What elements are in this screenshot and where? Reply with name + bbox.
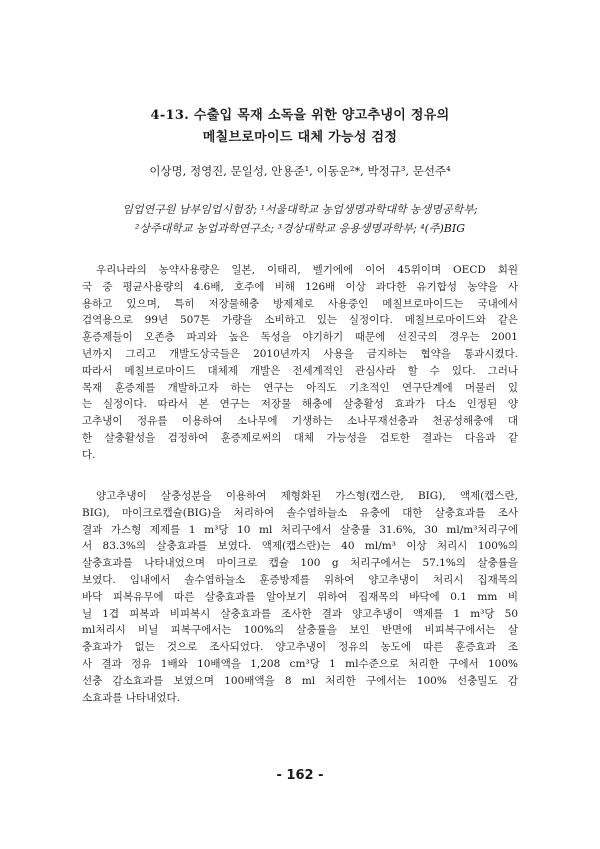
affiliation-line-1: 임업연구원 남부임업시험장; ¹서울대학교 농업생명과학대학 농생명공학부; (122, 203, 478, 216)
text-line: 다. (82, 448, 96, 461)
text-line: 닐 1겹 피복과 비피복시 살충효과를 조사한 결과 양고추냉이 액제를 1 m³당 50 (82, 607, 518, 620)
text-line: 목재 훈증제를 개발하고자 하는 연구는 아직도 기초적인 연구단계에 머물러 있 (82, 381, 518, 394)
text-line: 보였다. 임내에서 솔수염하늘소 훈증방제를 위하여 양고추냉이 처리시 집재목의 (82, 573, 518, 586)
text-line: 양고추냉이 살충성분을 이용하여 제형화된 가스형(캡스란, BIG), 액제(캡스란, (96, 490, 518, 502)
text-line: ml처리시 비닐 피복구에서는 100%의 살충률을 보인 반면에 비피복구에서는 살 (82, 624, 518, 637)
text-line: 서 83.3%의 살충효과를 보였다. 액제(캡스란)는 40 ml/m³ 이상 처리시 100%의 (82, 540, 518, 553)
author-list: 이상명, 정영진, 문일성, 안용준¹, 이동운²*, 박정규³, 문선주⁴ (149, 164, 451, 178)
body-paragraph-2 (82, 488, 518, 706)
text-line: 는 실정이다. 따라서 본 연구는 저장물 해충에 살충활성 효과가 다소 인정된 양 (82, 398, 518, 411)
text-line: 소효과를 나타내었다. (82, 691, 180, 704)
text-line: 사 결과 정유 1배와 10배액을 1,208 cm³당 1 ml수준으로 처리한 구에서 100% (82, 657, 518, 670)
body-paragraph-1 (82, 262, 518, 464)
title-line-2: 메칠브로마이드 대체 가능성 검정 (202, 130, 398, 145)
text-line: 우리나라의 농약사용량은 일본, 이태리, 벨기에에 이어 45위이며 OECD 회원 (96, 264, 518, 276)
text-line: 선충 감소효과를 보였으며 100배액을 8 ml 처리한 구에서는 100% 선충밀도 감 (82, 674, 518, 687)
text-line: 국 중 평균사용량의 4.6배, 호주에 비해 126배 이상 과다한 유기합성 농약을 사 (82, 280, 518, 293)
text-line: 고추냉이 정유를 이용하여 소나무에 기생하는 소나무재선충과 천공성해충에 대 (82, 415, 518, 428)
page-number: - 162 - (276, 768, 324, 783)
text-line: 한 살충활성을 검정하여 훈증제로써의 대체 가능성을 검토한 결과는 다음과 같 (82, 431, 518, 444)
text-line: 결과 가스형 제제를 1 m³당 10 ml 처리구에서 살충률 31.6%, 30 ml/m³처리구에 (82, 523, 518, 536)
text-line: 검역용으로 99년 507톤 가량을 소비하고 있는 실정이다. 메칠브로마이드와 같은 (82, 314, 518, 327)
text-line: 바닥 피복유무에 따른 살충효과를 알아보기 위하여 집재목의 바닥에 0.1 mm 비 (82, 590, 518, 603)
affiliation-line-2: ²상주대학교 농업과학연구소; ³경상대학교 응용생명과학부; ⁴(주)BIG (134, 222, 466, 235)
text-line: BIG), 마이크로캡슐(BIG)을 처리하여 솔수염하늘소 유충에 대한 살충효과를 조사 (82, 506, 518, 519)
text-line: 용하고 있으며, 특히 저장물해충 방제제로 사용중인 메칠브로마이드는 국내에서 (82, 297, 518, 310)
text-line: 따라서 메칠브로마이드 대체제 개발은 전세계적인 관심사라 할 수 있다. 그러나 (82, 364, 518, 377)
text-line: 충효과가 없는 것으로 조사되었다. 양고추냉이 정유의 농도에 따른 훈증효과 조 (82, 641, 518, 654)
text-line: 년까지 그리고 개발도상국들은 2010년까지 사용을 금지하는 협약을 통과시켰다. (82, 347, 518, 360)
text-line: 살충효과를 나타내었으며 마이크로 캡슐 100 g 처리구에서는 57.1%의 살충률을 (82, 557, 518, 570)
text-line: 훈증제들이 오존층 파괴와 높은 독성을 야기하기 때문에 선진국의 경우는 2001 (82, 331, 518, 344)
title-line-1: 4-13. 수출입 목재 소독을 위한 양고추냉이 정유의 (150, 108, 450, 123)
